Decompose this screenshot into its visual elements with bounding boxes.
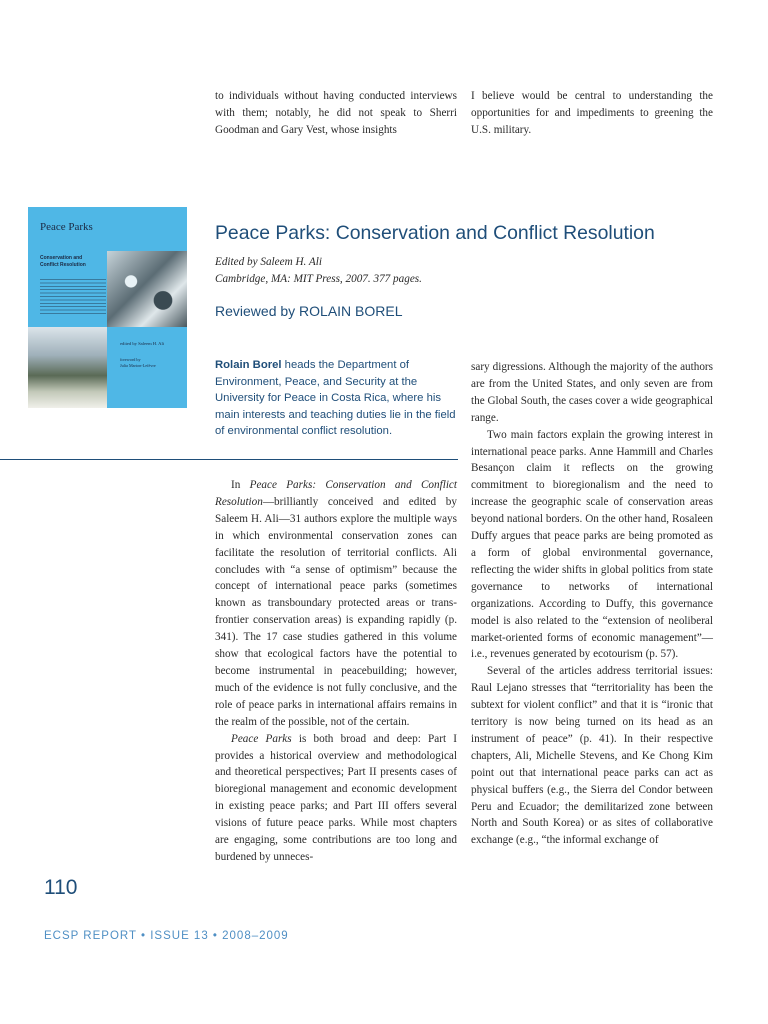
book-editor-line: Edited by Saleem H. Ali	[215, 256, 322, 268]
cover-landscape-photo	[28, 327, 107, 408]
para-1-start: In	[231, 479, 250, 491]
book-title-italic-2: Peace Parks	[231, 732, 292, 745]
publication-line: Cambridge, MA: MIT Press, 2007. 377 pages.	[215, 273, 422, 285]
section-divider	[0, 459, 458, 460]
body-paragraph-4: Two main factors explain the growing interest in international peace parks. Anne Hammill and Charles Besançon claim it reflects on the growing commitment to bioregionalism and the need to increase the geographic scale of conservation areas beyond national borders. On the other hand, Rosaleen Duffy argues that peace parks are being promoted as a form of global environmental governance, reflecting the wider shifts in global politics from state governance to networks of international organizations. According to Duffy, this governance model is also related to the “extension of neoliberal market-oriented forms of economic management”—i.e., revenues generated by ecotourism (p. 57).	[471, 428, 713, 661]
cover-foreword	[120, 357, 156, 369]
body-paragraph-3: sary digressions. Although the majority of the authors are from the United States, and only seven are from the Global South, the cases cover a wide geographical range.	[471, 361, 714, 424]
reviewer-bio-text: heads the Department of Environment, Peace, and Security at the University for Peace in Costa Rica, where his main interests and teaching duties lie in the field of environmental conflict resolution.	[215, 359, 456, 438]
cover-aerial-photo	[107, 251, 187, 327]
para-1-rest: —brilliantly conceived and edited by Saleem H. Ali—31 authors explore the multiple ways in which environmental conservation zones can facilitate the resolution of territorial conflicts. Ali concludes with “a sense of optimism” because the concept of international peace parks (sometimes known as transboundary protected areas or trans-frontier conservation areas) is expanding rapidly (p. 341). The 17 case studies gathered in this volume show that ecological factors have the potential to become instrumental in peacebuilding; however, much of the evidence is not fully conclusive, and the role of peace parks in international affairs remains in the realm of the possible, not of the certain.	[215, 495, 457, 728]
reviewer-bio	[215, 357, 457, 440]
continuation-text-left: to individuals without having conducted interviews with them; notably, he did not speak to Sherri Goodman and Gary Vest, whose insights	[215, 90, 457, 136]
body-column-left	[215, 477, 457, 866]
reviewer-byline: Reviewed by ROLAIN BOREL	[215, 303, 403, 319]
reviewer-name: Rolain Borel	[215, 359, 282, 371]
top-right-continuation	[471, 88, 713, 139]
body-column-right	[471, 359, 713, 849]
body-paragraph-2	[215, 731, 457, 866]
top-left-continuation	[215, 88, 457, 139]
cover-editor: edited by Saleem H. Ali	[120, 341, 165, 346]
body-paragraph-1	[215, 477, 457, 731]
para-2-rest: is both broad and deep: Part I provides a historical overview and methodological and theoretical perspectives; Part II presents cases of bioregional management and economic development in existing peace parks; and Part III offers several visions of future peace parks. While most chapters are engaging, some contributions are too long and burdened by unneces-	[215, 732, 457, 863]
running-footer: ECSP REPORT • ISSUE 13 • 2008–2009	[44, 930, 289, 942]
cover-subtitle: Conservation and Conflict Resolution	[40, 255, 86, 268]
cover-blurb-lines	[40, 279, 106, 315]
cover-foreword-label: foreword by	[120, 357, 141, 362]
review-title: Peace Parks: Conservation and Conflict Resolution	[215, 222, 655, 244]
book-cover-image	[28, 207, 187, 408]
continuation-text-right: I believe would be central to understanding the opportunities for and impediments to greening the U.S. military.	[471, 90, 713, 136]
body-paragraph-5: Several of the articles address territorial issues: Raul Lejano stresses that “territoriality has been the subtext for violent conflict” and that it is “ironic that territory is now being turned on its head as an instrument of peace” (p. 41). In their respective chapters, Ali, Michelle Stevens, and Ke Chong Kim point out that international peace parks can act as physical buffers (e.g., the Sierra del Condor between Peru and Ecuador; the demilitarized zone between North and South Korea) or as sites of collaborative exchange (e.g., “the informal exchange of	[471, 665, 713, 847]
page-number: 110	[44, 876, 78, 899]
cover-foreword-author: Julia Marton-Lefèvre	[120, 363, 156, 368]
cover-title: Peace Parks	[40, 221, 93, 233]
book-title-italic: Peace Parks: Conservation and Conflict Resolution	[215, 479, 457, 508]
